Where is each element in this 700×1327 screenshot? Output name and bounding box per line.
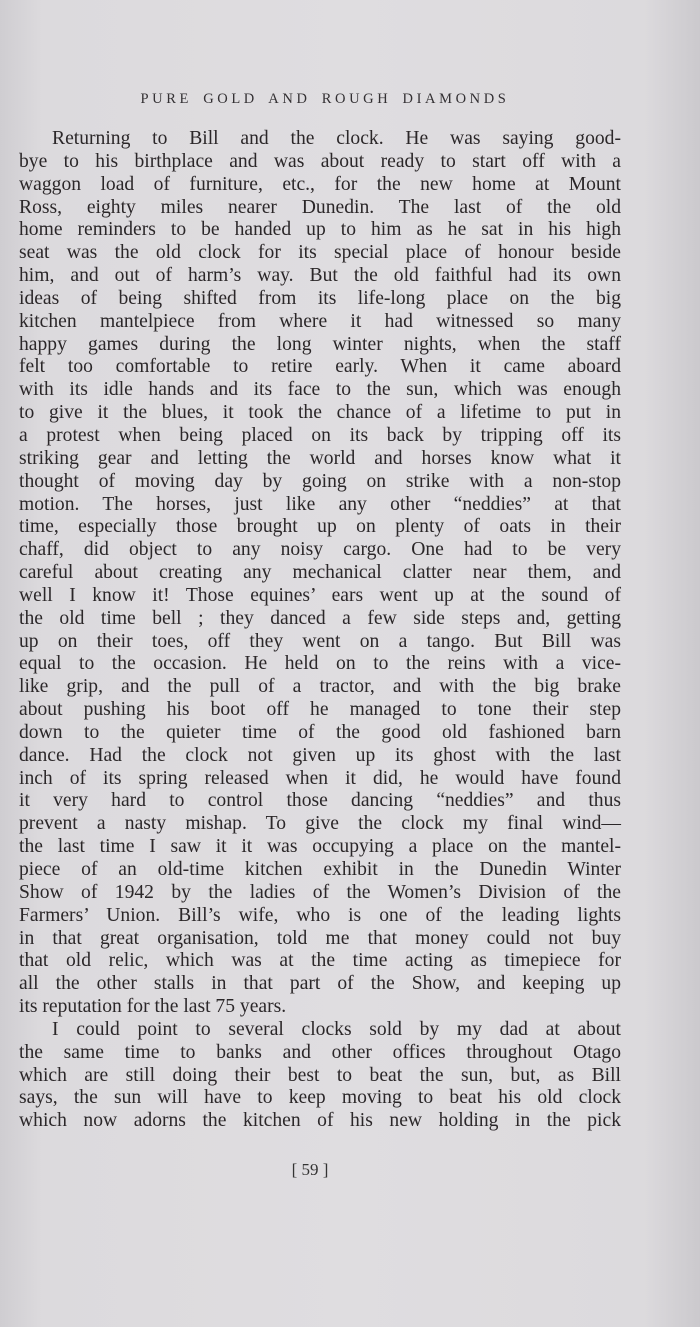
text-line: ideas of being shifted from its life-long place on the big: [19, 287, 621, 309]
paragraph: [19, 128, 621, 1019]
text-line: that old relic, which was at the time acting as timepiece for: [19, 950, 621, 972]
text-line: felt too comfortable to retire early. When it came aboard: [19, 356, 621, 378]
text-line: kitchen mantelpiece from where it had witnessed so many: [19, 310, 621, 332]
text-line: which are still doing their best to beat the sun, but, as Bill: [19, 1064, 621, 1086]
text-line: the last time I saw it it was occupying a place on the mantel-: [19, 836, 621, 858]
text-line: down to the quieter time of the good old fashioned barn: [19, 721, 621, 743]
text-line: time, especially those brought up on plenty of oats in their: [19, 516, 621, 538]
text-line: the same time to banks and other offices throughout Otago: [19, 1041, 621, 1063]
running-head: PURE GOLD AND ROUGH DIAMONDS: [140, 91, 510, 107]
text-line: equal to the occasion. He held on to the reins with a vice-: [19, 653, 621, 675]
text-line: Returning to Bill and the clock. He was saying good-: [52, 128, 621, 149]
text-line: Farmers’ Union. Bill’s wife, who is one of the leading lights: [19, 904, 621, 926]
text-line: thought of moving day by going on strike with a non-stop: [19, 470, 621, 492]
text-line: it very hard to control those dancing “neddies” and thus: [19, 790, 621, 812]
text-line: up on their toes, off they went on a tango. But Bill was: [19, 630, 621, 652]
text-line: Show of 1942 by the ladies of the Women’s Division of the: [19, 881, 621, 903]
text-line: about pushing his boot off he managed to tone their step: [19, 699, 621, 721]
text-line: waggon load of furniture, etc., for the new home at Mount: [19, 173, 621, 195]
text-line: all the other stalls in that part of the Show, and keeping up: [19, 973, 621, 995]
text-line: the old time bell ; they danced a few side steps and, getting: [19, 607, 621, 629]
text-line: home reminders to be handed up to him as he sat in his high: [19, 219, 621, 241]
page-number: [ 59 ]: [291, 1160, 329, 1179]
text-line: well I know it! Those equines’ ears went up at the sound of: [19, 584, 621, 606]
text-line: chaff, did object to any noisy cargo. One had to be very: [19, 539, 621, 561]
body-text: [19, 128, 621, 1133]
text-line: with its idle hands and its face to the sun, which was enough: [19, 379, 621, 401]
text-line: prevent a nasty mishap. To give the clock my final wind—: [19, 813, 621, 835]
text-line: dance. Had the clock not given up its ghost with the last: [19, 744, 621, 766]
text-line: him, and out of harm’s way. But the old faithful had its own: [19, 265, 621, 287]
text-line: motion. The horses, just like any other “neddies” at that: [19, 493, 621, 515]
text-line: bye to his birthplace and was about ready to start off with a: [19, 150, 621, 172]
text-line: piece of an old-time kitchen exhibit in the Dunedin Winter: [19, 859, 621, 880]
text-line: striking gear and letting the world and horses know what it: [19, 447, 621, 469]
text-line: its reputation for the last 75 years.: [19, 996, 287, 1018]
text-line: happy games during the long winter nights, when the staff: [19, 333, 621, 355]
text-line: like grip, and the pull of a tractor, and with the big brake: [19, 676, 621, 698]
text-line: in that great organisation, told me that money could not buy: [19, 927, 621, 949]
text-line: seat was the old clock for its special place of honour beside: [19, 242, 621, 264]
text-line: to give it the blues, it took the chance of a lifetime to put in: [19, 402, 621, 424]
text-line: inch of its spring released when it did, he would have found: [19, 767, 621, 789]
paragraph: [19, 1019, 621, 1133]
text-line: which now adorns the kitchen of his new holding in the pick: [19, 1110, 621, 1132]
text-line: careful about creating any mechanical clatter near them, and: [19, 562, 621, 584]
text-line: says, the sun will have to keep moving to beat his old clock: [19, 1087, 621, 1109]
text-line: a protest when being placed on its back by tripping off its: [19, 424, 621, 446]
text-line: Ross, eighty miles nearer Dunedin. The last of the old: [19, 196, 621, 218]
text-line: I could point to several clocks sold by my dad at about: [52, 1018, 621, 1040]
